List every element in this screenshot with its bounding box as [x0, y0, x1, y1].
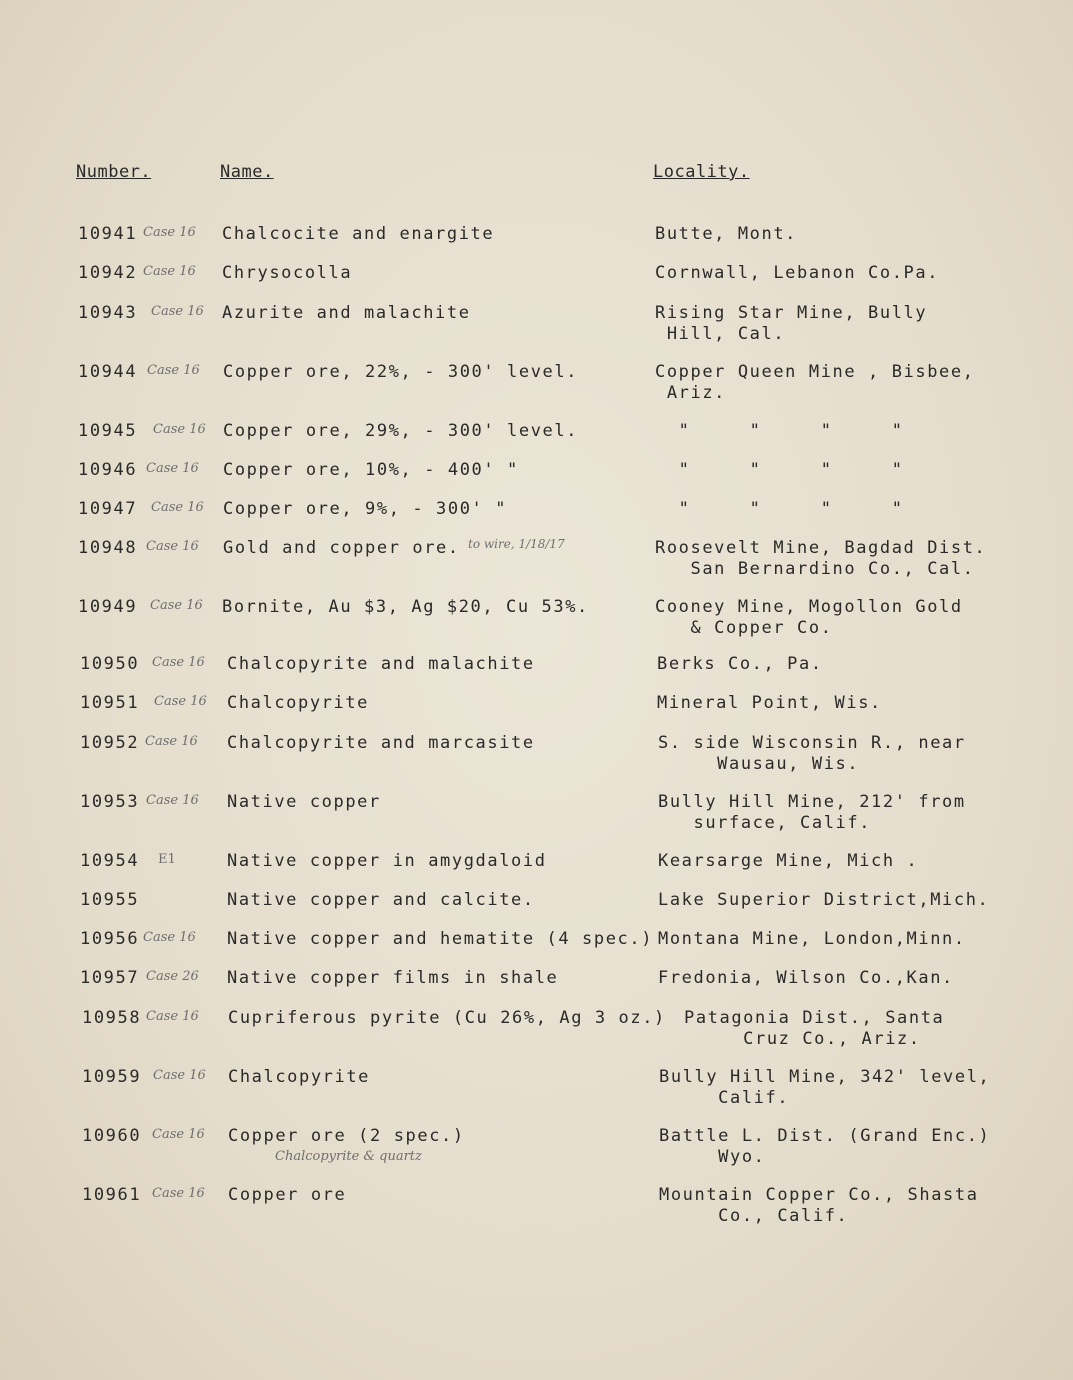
specimen-number: 10946 — [78, 460, 138, 480]
specimen-locality: Battle L. Dist. (Grand Enc.) Wyo. — [659, 1126, 991, 1167]
case-annotation: Case 16 — [152, 655, 205, 670]
specimen-locality: Patagonia Dist., Santa Cruz Co., Ariz. — [684, 1008, 945, 1049]
specimen-locality: " " " " — [655, 499, 904, 519]
specimen-number: 10957 — [80, 968, 140, 988]
case-annotation: Case 16 — [146, 539, 199, 554]
specimen-number: 10951 — [80, 693, 140, 713]
specimen-number: 10948 — [78, 538, 138, 558]
specimen-name: Chalcopyrite — [228, 1067, 371, 1087]
case-annotation: Case 16 — [154, 694, 207, 709]
case-annotation: Case 16 — [150, 598, 203, 613]
specimen-number: 10944 — [78, 362, 138, 382]
specimen-locality: Rising Star Mine, Bully Hill, Cal. — [655, 303, 928, 344]
case-annotation: Case 16 — [151, 304, 204, 319]
specimen-locality: Copper Queen Mine , Bisbee, Ariz. — [655, 362, 975, 403]
specimen-name: Copper ore, 22%, - 300' level. — [223, 362, 579, 382]
specimen-number: 10942 — [78, 263, 138, 283]
handwritten-note: to wire, 1/18/17 — [468, 537, 565, 551]
specimen-locality: Montana Mine, London,Minn. — [658, 929, 966, 949]
header-number: Number. — [76, 162, 152, 182]
case-annotation: Case 16 — [153, 1068, 206, 1083]
specimen-name: Copper ore (2 spec.) — [228, 1126, 465, 1146]
specimen-name: Copper ore, 10%, - 400' " — [223, 460, 519, 480]
specimen-name: Native copper and calcite. — [227, 890, 535, 910]
specimen-name: Native copper films in shale — [227, 968, 559, 988]
specimen-name: Copper ore, 9%, - 300' " — [223, 499, 508, 519]
specimen-number: 10961 — [82, 1185, 142, 1205]
case-annotation: Case 16 — [146, 1009, 199, 1024]
case-annotation: Case 16 — [143, 930, 196, 945]
specimen-name: Chalcopyrite and malachite — [227, 654, 535, 674]
specimen-name: Cupriferous pyrite (Cu 26%, Ag 3 oz.) — [228, 1008, 666, 1028]
specimen-number: 10954 — [80, 851, 140, 871]
header-name: Name. — [220, 162, 274, 182]
specimen-number: 10941 — [78, 224, 138, 244]
specimen-locality: " " " " — [655, 421, 904, 441]
specimen-name: Copper ore — [228, 1185, 347, 1205]
specimen-number: 10947 — [78, 499, 138, 519]
case-annotation: Case 16 — [152, 1127, 205, 1142]
specimen-name: Native copper — [227, 792, 381, 812]
specimen-locality: Bully Hill Mine, 212' from surface, Calif. — [658, 792, 966, 833]
specimen-locality: Berks Co., Pa. — [657, 654, 823, 674]
specimen-number: 10953 — [80, 792, 140, 812]
specimen-name: Native copper in amygdaloid — [227, 851, 547, 871]
case-annotation: E1 — [158, 852, 176, 867]
specimen-number: 10943 — [78, 303, 138, 323]
specimen-number: 10958 — [82, 1008, 142, 1028]
specimen-locality: Mineral Point, Wis. — [657, 693, 882, 713]
specimen-locality: Lake Superior District,Mich. — [658, 890, 990, 910]
specimen-name: Chalcopyrite — [227, 693, 370, 713]
specimen-number: 10959 — [82, 1067, 142, 1087]
specimen-locality: Cornwall, Lebanon Co.Pa. — [655, 263, 940, 283]
specimen-number: 10960 — [82, 1126, 142, 1146]
case-annotation: Case 16 — [153, 422, 206, 437]
specimen-name: Azurite and malachite — [222, 303, 471, 323]
specimen-number: 10950 — [80, 654, 140, 674]
case-annotation: Case 16 — [146, 461, 199, 476]
specimen-locality: Fredonia, Wilson Co.,Kan. — [658, 968, 954, 988]
case-annotation: Case 16 — [151, 500, 204, 515]
case-annotation: Case 16 — [145, 734, 198, 749]
specimen-name: Native copper and hematite (4 spec.) — [227, 929, 654, 949]
specimen-locality: Cooney Mine, Mogollon Gold & Copper Co. — [655, 597, 963, 638]
header-locality: Locality. — [653, 162, 750, 182]
specimen-locality: Kearsarge Mine, Mich . — [658, 851, 919, 871]
specimen-number: 10955 — [80, 890, 140, 910]
specimen-locality: Mountain Copper Co., Shasta Co., Calif. — [659, 1185, 979, 1226]
case-annotation: Case 16 — [143, 225, 196, 240]
specimen-name: Chalcopyrite and marcasite — [227, 733, 535, 753]
case-annotation: Case 16 — [147, 363, 200, 378]
specimen-name: Chalcocite and enargite — [222, 224, 495, 244]
specimen-locality: Butte, Mont. — [655, 224, 798, 244]
specimen-name: Copper ore, 29%, - 300' level. — [223, 421, 579, 441]
specimen-number: 10949 — [78, 597, 138, 617]
specimen-number: 10956 — [80, 929, 140, 949]
specimen-locality: " " " " — [655, 460, 904, 480]
specimen-locality: Roosevelt Mine, Bagdad Dist. San Bernardino Co., Cal. — [655, 538, 987, 579]
specimen-name: Bornite, Au $3, Ag $20, Cu 53%. — [222, 597, 589, 617]
case-annotation: Case 16 — [146, 793, 199, 808]
case-annotation: Case 16 — [152, 1186, 205, 1201]
specimen-name: Chrysocolla — [222, 263, 353, 283]
specimen-name: Gold and copper ore. — [223, 538, 460, 558]
case-annotation: Case 26 — [146, 969, 199, 984]
specimen-locality: Bully Hill Mine, 342' level, Calif. — [659, 1067, 991, 1108]
specimen-number: 10952 — [80, 733, 140, 753]
case-annotation: Case 16 — [143, 264, 196, 279]
specimen-number: 10945 — [78, 421, 138, 441]
specimen-locality: S. side Wisconsin R., near Wausau, Wis. — [658, 733, 966, 774]
handwritten-note: Chalcopyrite & quartz — [275, 1149, 422, 1164]
